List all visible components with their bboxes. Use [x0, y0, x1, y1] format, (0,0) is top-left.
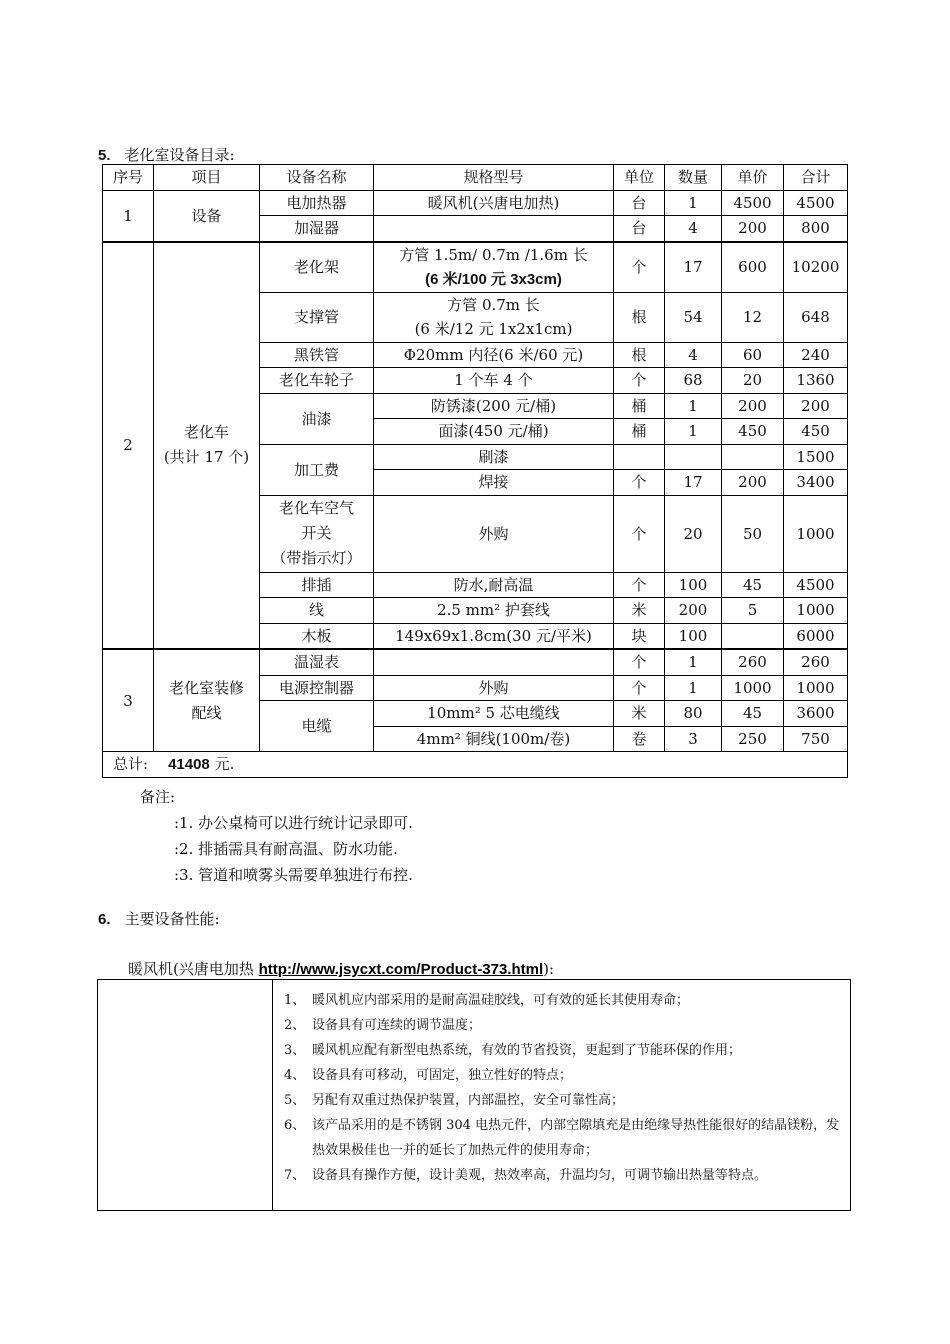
item-qty: 1 [665, 419, 722, 445]
item-name-line: （带指示灯） [271, 549, 362, 567]
list-item-number: 2、 [284, 1018, 306, 1033]
table-header-row [103, 165, 848, 191]
item-name: 老化车轮子 [260, 368, 374, 394]
product-link[interactable]: http://www.jsycxt.com/Product-373.html [258, 961, 544, 978]
group-project-label: 老化车 [183, 423, 229, 442]
item-unit: 个 [614, 572, 665, 598]
list-item-text: 设备具有可连续的调节温度； [312, 1018, 482, 1033]
group-id: 1 [103, 190, 154, 242]
item-price: 5 [722, 598, 784, 624]
item-unit: 个 [614, 470, 665, 496]
item-spec: 防锈漆(200 元/桶) [374, 393, 614, 419]
item-unit: 根 [614, 342, 665, 368]
list-item [284, 1013, 844, 1038]
item-spec-line: 方管 1.5m/ 0.7m /1.6m 长 [399, 245, 588, 264]
item-spec [374, 292, 614, 342]
list-item-text: 暖风机应内部采用的是耐高温硅胶线，可有效的延长其使用寿命； [312, 993, 690, 1008]
item-unit: 个 [614, 649, 665, 675]
item-price: 50 [722, 495, 784, 572]
group-project [154, 242, 260, 650]
note-item: :2. 排插需具有耐高温、防水功能. [174, 840, 398, 858]
section-5-title [98, 144, 235, 165]
item-name: 温湿表 [260, 649, 374, 675]
item-qty: 1 [665, 675, 722, 701]
item-spec-line: 方管 0.7m 长 [447, 296, 540, 314]
notes [140, 784, 413, 888]
list-item-number: 4、 [284, 1068, 306, 1083]
item-unit: 米 [614, 598, 665, 624]
item-spec: 10mm² 5 芯电缆线 [374, 701, 614, 727]
item-qty: 54 [665, 292, 722, 342]
item-name: 排插 [260, 572, 374, 598]
total-row [103, 752, 848, 778]
list-item-text: 设备具有操作方便，设计美观，热效率高，升温均匀，可调节输出热量等特点。 [312, 1168, 768, 1183]
total-unit: 元. [214, 755, 235, 773]
group-id: 3 [103, 649, 154, 752]
item-qty: 100 [665, 572, 722, 598]
item-price: 1000 [722, 675, 784, 701]
item-qty: 4 [665, 342, 722, 368]
item-name: 老化架 [260, 242, 374, 293]
item-price [722, 444, 784, 470]
item-price: 600 [722, 242, 784, 293]
total-cell [103, 752, 848, 778]
item-spec: 刷漆 [374, 444, 614, 470]
equipment-table [102, 164, 848, 778]
table-row [103, 190, 848, 216]
item-price: 45 [722, 701, 784, 727]
item-price: 250 [722, 726, 784, 752]
item-qty [665, 444, 722, 470]
item-qty: 200 [665, 598, 722, 624]
item-spec: Φ20mm 内径(6 米/60 元) [374, 342, 614, 368]
item-total: 1000 [784, 675, 848, 701]
list-item-text: 该产品采用的是不锈钢 304 电热元件，内部空隙填充是由绝缘导热性能很好的结晶镁粉，发热效果极佳也一并的延长了加热元件的使用寿命； [312, 1118, 840, 1158]
item-unit: 块 [614, 623, 665, 649]
item-name-line: 开关 [301, 524, 332, 542]
note-item: :1. 办公桌椅可以进行统计记录即可. [174, 814, 413, 832]
group-project-sub: 配线 [191, 703, 222, 722]
item-total: 4500 [784, 190, 848, 216]
group-project-label: 老化室装修 [168, 678, 244, 697]
heater-caption-suffix: ): [543, 960, 555, 978]
item-unit: 个 [614, 675, 665, 701]
section-6-title [98, 908, 220, 929]
item-spec-line-2: (6 米/12 元 1x2x1cm) [414, 320, 573, 338]
item-total: 648 [784, 292, 848, 342]
item-price: 20 [722, 368, 784, 394]
item-spec [374, 216, 614, 242]
item-spec: 1 个车 4 个 [374, 368, 614, 394]
item-name: 支撑管 [260, 292, 374, 342]
item-unit: 桶 [614, 393, 665, 419]
notes-title: 备注: [140, 788, 176, 806]
list-item [284, 1038, 844, 1063]
item-spec-line-2: (6 米/100 元 3x3cm) [425, 270, 562, 288]
table-row [103, 242, 848, 293]
list-item [284, 1088, 844, 1113]
item-qty: 80 [665, 701, 722, 727]
group-project [154, 649, 260, 752]
item-spec [374, 242, 614, 293]
item-spec: 4mm² 铜线(100m/卷) [374, 726, 614, 752]
item-unit [614, 444, 665, 470]
item-unit: 根 [614, 292, 665, 342]
total-label: 总计: [113, 755, 149, 773]
list-item-number: 3、 [284, 1043, 306, 1058]
item-total: 10200 [784, 242, 848, 293]
item-name: 电加热器 [260, 190, 374, 216]
header-cell: 规格型号 [374, 165, 614, 191]
item-qty: 20 [665, 495, 722, 572]
item-spec: 防水,耐高温 [374, 572, 614, 598]
item-spec: 外购 [374, 675, 614, 701]
item-unit: 桶 [614, 419, 665, 445]
item-spec: 焊接 [374, 470, 614, 496]
item-unit: 台 [614, 216, 665, 242]
item-total: 450 [784, 419, 848, 445]
item-total: 1000 [784, 495, 848, 572]
item-unit: 台 [614, 190, 665, 216]
item-qty: 3 [665, 726, 722, 752]
item-name: 木板 [260, 623, 374, 649]
list-item-text: 另配有双重过热保护装置，内部温控，安全可靠性高； [312, 1093, 625, 1108]
list-item-number: 5、 [284, 1093, 306, 1108]
performance-list [284, 988, 844, 1188]
item-qty: 4 [665, 216, 722, 242]
item-total: 240 [784, 342, 848, 368]
performance-image-cell [98, 980, 273, 1210]
item-total: 3400 [784, 470, 848, 496]
item-total: 3600 [784, 701, 848, 727]
item-total: 4500 [784, 572, 848, 598]
item-total: 1000 [784, 598, 848, 624]
item-price: 200 [722, 216, 784, 242]
item-name: 线 [260, 598, 374, 624]
performance-table [97, 979, 851, 1211]
list-item-text: 暖风机应配有新型电热系统，有效的节省投资，更起到了节能环保的作用； [312, 1043, 742, 1058]
note-item: :3. 管道和喷雾头需要单独进行布控. [174, 866, 413, 884]
item-unit: 米 [614, 701, 665, 727]
group-project-sub: (共计 17 个) [163, 448, 250, 467]
item-qty: 100 [665, 623, 722, 649]
item-spec: 外购 [374, 495, 614, 572]
list-item-text: 设备具有可移动，可固定，独立性好的特点； [312, 1068, 573, 1083]
group-project: 设备 [154, 190, 260, 242]
item-price: 450 [722, 419, 784, 445]
item-unit: 个 [614, 495, 665, 572]
item-name [260, 495, 374, 572]
list-item [284, 1063, 844, 1088]
item-qty: 1 [665, 393, 722, 419]
list-item-number: 1、 [284, 993, 306, 1008]
item-name-line: 老化车空气 [278, 499, 354, 517]
item-unit: 个 [614, 242, 665, 293]
item-total: 260 [784, 649, 848, 675]
item-name: 黑铁管 [260, 342, 374, 368]
item-total: 200 [784, 393, 848, 419]
header-cell: 数量 [665, 165, 722, 191]
list-item [284, 988, 844, 1013]
header-cell: 单价 [722, 165, 784, 191]
item-total: 800 [784, 216, 848, 242]
total-value: 41408 [168, 756, 210, 773]
item-total: 1500 [784, 444, 848, 470]
item-name: 油漆 [260, 393, 374, 444]
header-cell: 合计 [784, 165, 848, 191]
section-title-text: 主要设备性能: [124, 910, 220, 928]
item-qty: 1 [665, 190, 722, 216]
header-cell: 项目 [154, 165, 260, 191]
list-item-number: 7、 [284, 1168, 306, 1183]
item-qty: 17 [665, 470, 722, 496]
header-cell: 序号 [103, 165, 154, 191]
item-spec: 2.5 mm² 护套线 [374, 598, 614, 624]
list-item [284, 1113, 844, 1163]
item-qty: 68 [665, 368, 722, 394]
item-price: 260 [722, 649, 784, 675]
item-unit: 卷 [614, 726, 665, 752]
item-name: 电缆 [260, 701, 374, 752]
item-qty: 17 [665, 242, 722, 293]
item-name: 加工费 [260, 444, 374, 495]
item-total: 750 [784, 726, 848, 752]
item-price: 200 [722, 470, 784, 496]
item-spec: 149x69x1.8cm(30 元/平米) [374, 623, 614, 649]
item-total: 6000 [784, 623, 848, 649]
table-row [103, 649, 848, 675]
section-number: 6. [98, 911, 111, 928]
list-item [284, 1163, 844, 1188]
item-price [722, 623, 784, 649]
list-item-number: 6、 [284, 1118, 306, 1133]
item-price: 200 [722, 393, 784, 419]
equipment-table-body [103, 165, 848, 778]
item-price: 45 [722, 572, 784, 598]
item-name: 加湿器 [260, 216, 374, 242]
item-spec [374, 649, 614, 675]
item-name: 电源控制器 [260, 675, 374, 701]
section-number: 5. [98, 147, 111, 164]
section-title-text: 老化室设备目录: [124, 146, 235, 164]
header-cell: 设备名称 [260, 165, 374, 191]
group-id: 2 [103, 242, 154, 650]
item-unit: 个 [614, 368, 665, 394]
heater-caption [128, 958, 554, 979]
item-price: 4500 [722, 190, 784, 216]
item-qty: 1 [665, 649, 722, 675]
item-price: 60 [722, 342, 784, 368]
item-spec: 面漆(450 元/桶) [374, 419, 614, 445]
item-total: 1360 [784, 368, 848, 394]
heater-caption-prefix: 暖风机(兴唐电加热 [128, 960, 259, 978]
header-cell: 单位 [614, 165, 665, 191]
item-price: 12 [722, 292, 784, 342]
item-spec: 暖风机(兴唐电加热) [374, 190, 614, 216]
